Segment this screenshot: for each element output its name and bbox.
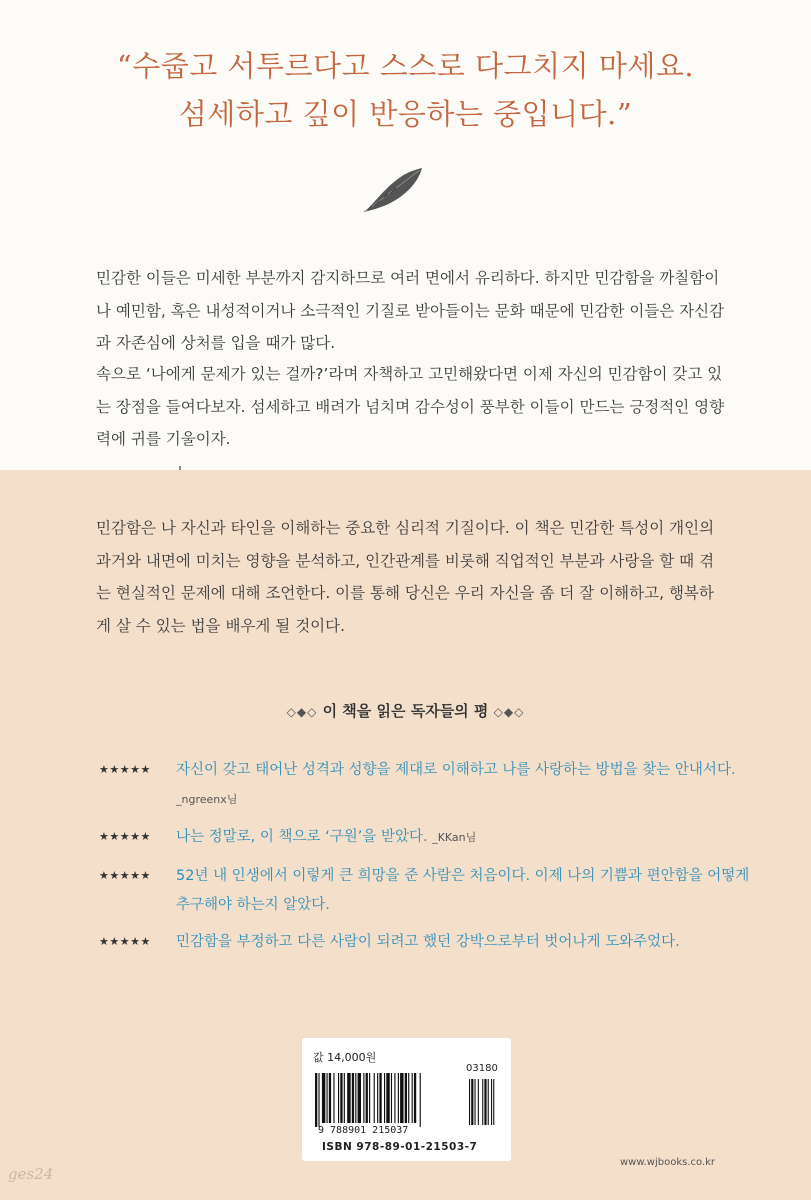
star-rating-icon: ★★★★★ bbox=[99, 869, 151, 882]
review-item bbox=[176, 862, 756, 920]
barcode-bar bbox=[340, 1073, 342, 1123]
review-item bbox=[176, 928, 756, 957]
review-text: 민감함을 부정하고 다른 사람이 되려고 했던 강박으로부터 벗어나게 도와주었다. bbox=[176, 934, 680, 950]
barcode-addon-bar bbox=[471, 1079, 473, 1125]
barcode-bar bbox=[408, 1073, 409, 1123]
review-item bbox=[176, 756, 756, 814]
barcode-addon-bar bbox=[488, 1079, 489, 1125]
barcode-bar bbox=[329, 1073, 331, 1123]
barcode-bar bbox=[384, 1073, 385, 1123]
barcode-number: 9 788901 215037 bbox=[318, 1125, 409, 1136]
barcode-addon-bar bbox=[493, 1079, 494, 1125]
star-rating-icon: ★★★★★ bbox=[99, 935, 151, 948]
barcode-bar bbox=[420, 1073, 421, 1127]
diamond-deco-icon: ◇◆◇ bbox=[493, 705, 525, 719]
barcode-bar bbox=[344, 1073, 345, 1123]
barcode-addon-bar bbox=[482, 1079, 483, 1125]
handwritten-scribble: ges24 bbox=[8, 1165, 54, 1183]
review-text: 나는 정말로, 이 책으로 ‘구원’을 받았다. bbox=[176, 829, 428, 845]
barcode-bar bbox=[333, 1073, 334, 1123]
price-label: 값 14,000원 bbox=[313, 1051, 377, 1064]
barcode-addon-bar bbox=[469, 1079, 470, 1125]
barcode-bar bbox=[391, 1073, 392, 1123]
divider-mark bbox=[179, 466, 181, 470]
barcode-bar bbox=[338, 1073, 339, 1123]
barcode-addon-bar bbox=[478, 1079, 479, 1125]
barcode-bar bbox=[366, 1073, 368, 1123]
barcode-bar bbox=[412, 1073, 413, 1123]
isbn-label: ISBN 978-89-01-21503-7 bbox=[322, 1141, 478, 1153]
barcode-addon-bar bbox=[475, 1079, 476, 1125]
intro-paragraph-2: 속으로 ‘나에게 문제가 있는 걸까?’라며 자책하고 고민해왔다면 이제 자신의 민감함이 갖고 있는 장점을 들여다보자. 섬세하고 배려가 넘치며 감수성이 풍부한 이들이 만드는 긍정적인 영향력에 귀를 기울이자. bbox=[96, 365, 725, 448]
barcode-bar bbox=[355, 1073, 356, 1123]
publisher-website: www.wjbooks.co.kr bbox=[620, 1157, 716, 1168]
reviews-title: 이 책을 읽은 독자들의 평 bbox=[322, 702, 489, 720]
headline-quote-line-2: 섬세하고 깊이 반응하는 중입니다.” bbox=[178, 97, 633, 131]
barcode-addon-bar bbox=[491, 1079, 492, 1125]
barcode-addon-bar bbox=[484, 1079, 486, 1125]
feather-icon bbox=[362, 166, 424, 216]
barcode-bar bbox=[414, 1073, 416, 1123]
barcode-bar bbox=[327, 1073, 328, 1123]
barcode-addon-number: 03180 bbox=[466, 1063, 498, 1074]
barcode-bar bbox=[363, 1073, 364, 1123]
barcode-bar bbox=[398, 1073, 399, 1123]
star-rating-icon: ★★★★★ bbox=[99, 763, 151, 776]
barcode-bar bbox=[358, 1073, 361, 1123]
barcode-bar bbox=[318, 1073, 319, 1127]
summary-paragraph: 민감함은 나 자신과 타인을 이해하는 중요한 심리적 기질이다. 이 책은 민감한 특성이 개인의 과거와 내면에 미치는 영향을 분석하고, 인간관계를 비롯해 직업적인 부분과 사랑을 할 때 겪는 현실적인 문제에 대해 조언한다. 이를 통해 당신은 우리 자신을 좀 더 잘 이해하고, 행복하게 살 수 있는 법을 배우게 될 것이다. bbox=[96, 519, 715, 635]
barcode-bar bbox=[369, 1073, 370, 1123]
barcode-bar bbox=[394, 1073, 395, 1123]
star-rating-icon: ★★★★★ bbox=[99, 830, 151, 843]
headline-quote-line-1: “수줍고 서투르다고 스스로 다그치지 마세요. bbox=[116, 49, 695, 83]
review-author: _KKan님 bbox=[432, 831, 477, 844]
barcode-bar bbox=[400, 1073, 403, 1123]
diamond-deco-icon: ◇◆◇ bbox=[286, 705, 318, 719]
intro-paragraph-1: 민감한 이들은 미세한 부분까지 감지하므로 여러 면에서 유리하다. 하지만 민감함을 까칠함이나 예민함, 혹은 내성적이거나 소극적인 기질로 받아들이는 문화 때문에 민감한 이들은 자신감과 자존심에 상처를 입을 때가 많다. bbox=[96, 269, 725, 352]
review-text: 자신이 갖고 태어난 성격과 성향을 제대로 이해하고 나를 사랑하는 방법을 찾는 안내서다. bbox=[176, 762, 736, 778]
barcode-bar bbox=[405, 1073, 407, 1123]
barcode-bar bbox=[322, 1073, 325, 1123]
review-text: 52년 내 인생에서 이렇게 큰 희망을 준 사람은 처음이다. 이제 나의 기쁨과 편안함을 어떻게 추구해야 하는지 알았다. bbox=[176, 868, 750, 913]
barcode-bar bbox=[374, 1073, 375, 1123]
barcode-bar bbox=[347, 1073, 350, 1123]
review-item bbox=[176, 823, 756, 852]
barcode-bar bbox=[379, 1073, 381, 1123]
barcode-bar bbox=[386, 1073, 389, 1123]
review-author: _ngreenx님 bbox=[176, 793, 238, 806]
barcode-bar bbox=[352, 1073, 354, 1123]
reviews-heading bbox=[0, 700, 811, 721]
barcode-bar bbox=[377, 1073, 378, 1123]
barcode-bar bbox=[315, 1073, 317, 1127]
barcode-graphic bbox=[313, 1073, 503, 1127]
